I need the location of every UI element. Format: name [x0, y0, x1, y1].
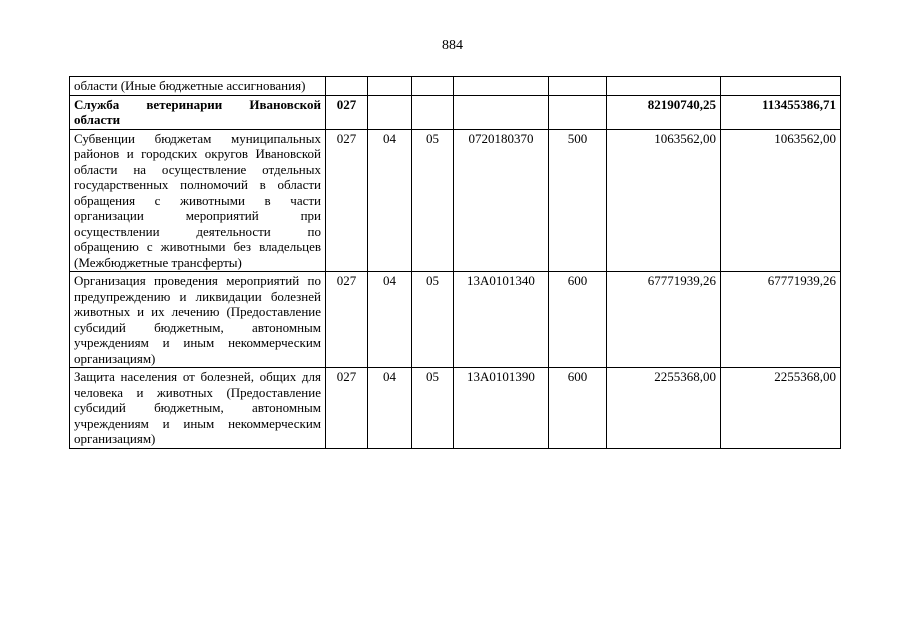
row-section — [368, 95, 412, 129]
row-amount-2: 113455386,71 — [721, 95, 841, 129]
row-type: 600 — [549, 368, 607, 449]
row-subsection: 05 — [412, 272, 454, 368]
row-code: 027 — [326, 272, 368, 368]
row-target: 13А0101390 — [454, 368, 549, 449]
row-subsection: 05 — [412, 129, 454, 272]
table-row — [70, 129, 841, 272]
row-section: 04 — [368, 272, 412, 368]
row-type — [549, 77, 607, 96]
row-code — [326, 77, 368, 96]
row-amount-1: 2255368,00 — [607, 368, 721, 449]
row-section: 04 — [368, 368, 412, 449]
row-section: 04 — [368, 129, 412, 272]
row-name: Субвенции бюджетам муниципальных районов и городских округов Ивановской области на осуществление отдельных государственных полномочий в области обращения с животными в части организации мероприятий при осуществлении деятельности по обращению с животными без владельцев (Межбюджетные трансферты) — [70, 129, 326, 272]
row-target: 0720180370 — [454, 129, 549, 272]
row-target: 13А0101340 — [454, 272, 549, 368]
table-row — [70, 368, 841, 449]
row-type — [549, 95, 607, 129]
row-name: области (Иные бюджетные ассигнования) — [70, 77, 326, 96]
row-amount-1: 67771939,26 — [607, 272, 721, 368]
row-subsection — [412, 77, 454, 96]
row-amount-2: 2255368,00 — [721, 368, 841, 449]
row-name: Служба ветеринарии Ивановской области — [70, 95, 326, 129]
row-target — [454, 77, 549, 96]
page-number: 884 — [442, 38, 463, 53]
row-code: 027 — [326, 368, 368, 449]
row-amount-2 — [721, 77, 841, 96]
row-amount-1: 1063562,00 — [607, 129, 721, 272]
row-amount-1 — [607, 77, 721, 96]
row-subsection: 05 — [412, 368, 454, 449]
budget-table — [69, 76, 841, 449]
table-row — [70, 95, 841, 129]
row-amount-2: 1063562,00 — [721, 129, 841, 272]
row-code: 027 — [326, 95, 368, 129]
row-amount-2: 67771939,26 — [721, 272, 841, 368]
row-amount-1: 82190740,25 — [607, 95, 721, 129]
row-name: Организация проведения мероприятий по предупреждению и ликвидации болезней животных и их лечению (Предоставление субсидий бюджетным, автономным учреждениям и иным некоммерческим организациям) — [70, 272, 326, 368]
row-type: 500 — [549, 129, 607, 272]
row-section — [368, 77, 412, 96]
table-row — [70, 272, 841, 368]
table-row — [70, 77, 841, 96]
row-code: 027 — [326, 129, 368, 272]
row-target — [454, 95, 549, 129]
row-type: 600 — [549, 272, 607, 368]
row-name: Защита населения от болезней, общих для человека и животных (Предоставление субсидий бюджетным, автономным учреждениям и иным некоммерческим организациям) — [70, 368, 326, 449]
row-subsection — [412, 95, 454, 129]
